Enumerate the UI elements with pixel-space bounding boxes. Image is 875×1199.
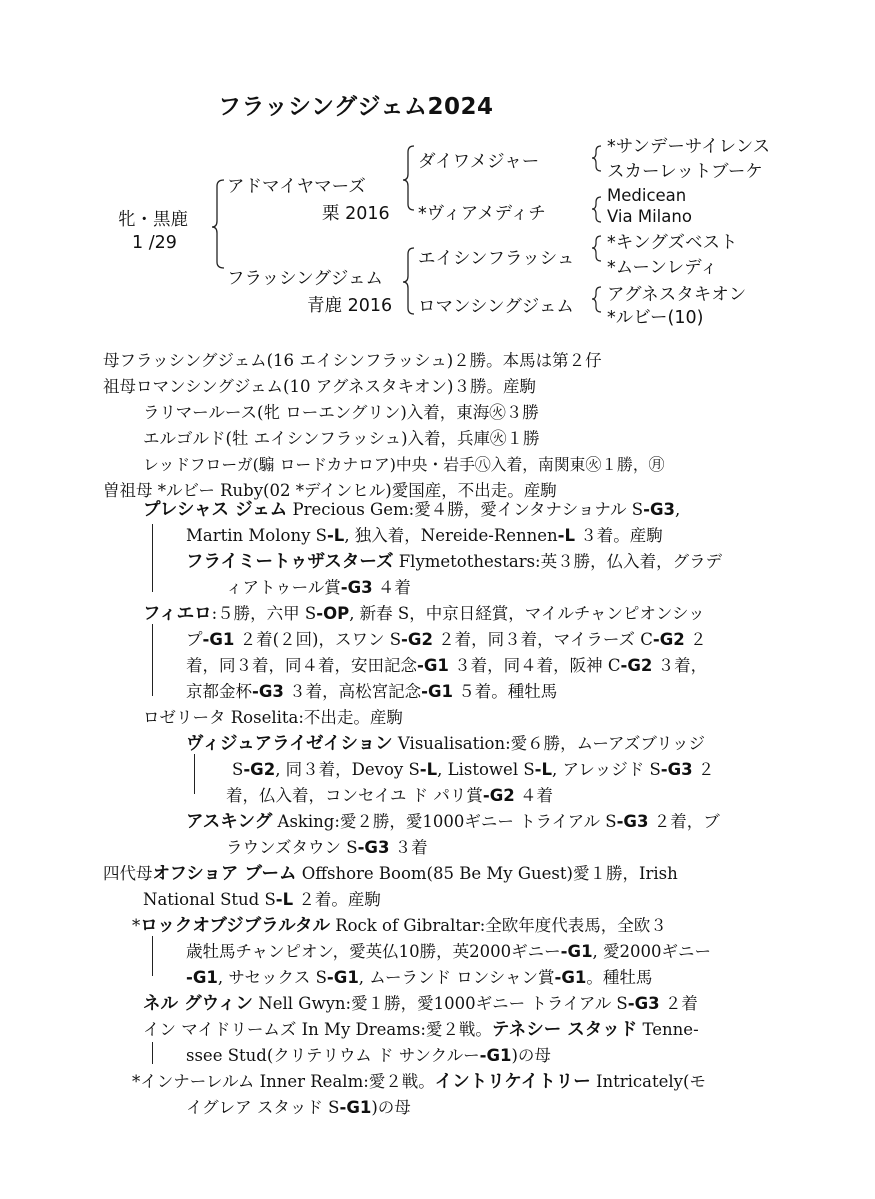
produce-line: ラリマールース(牝 ローエングリン)入着，東海㊋３勝 (143, 403, 539, 422)
sex-color: 牝・黒鹿 (118, 210, 188, 230)
ss-sire: *サンデーサイレンス (607, 137, 771, 157)
page-title: フラッシングジェム2024 (218, 94, 494, 120)
indent-bar (152, 936, 153, 976)
record-line: ssee Stud(クリテリウム ド サンクルー-G1)の母 (186, 1046, 551, 1065)
fierro-line: フィエロ:５勝，六甲 S-OP, 新春 S，中京日経賞，マイルチャンピオンシッ (143, 604, 705, 624)
dd-dam: *ルビー(10) (607, 308, 704, 328)
asking-line: アスキング Asking:愛２勝，愛1000ギニー トライアル S-G3 ２着，ブ (186, 812, 720, 832)
roselita-line: ロゼリータ Roselita:不出走。産駒 (143, 708, 403, 727)
horse-name: アスキング (186, 812, 273, 832)
birth-date: 1 /29 (132, 233, 177, 253)
sire-info: 栗 2016 (322, 204, 390, 224)
ds-sire: *キングズベスト (607, 233, 738, 253)
horse-name: イントリケイトリー (434, 1072, 591, 1092)
granddam-line: 祖母ロマンシングジェム(10 アグネスタキオン)３勝。産駒 (103, 377, 536, 396)
dam-sire: エイシンフラッシュ (418, 249, 575, 269)
great-granddam-line: 曽祖母 *ルビー Ruby(02 *デインヒル)愛国産，不出走。産駒 (103, 481, 557, 500)
rock-of-gibraltar-line: *ロックオブジブラルタル Rock of Gibraltar:全欧年度代表馬，全欧３ (132, 916, 667, 936)
horse-name: ロックオブジブラルタル (140, 916, 330, 936)
record-line: イグレア スタッド S-G1)の母 (186, 1098, 411, 1117)
produce-line: レッドフローガ(騸 ロードカナロア)中央・岩手㊇入着，南関東㊋１勝，㊊ (143, 455, 665, 474)
sire-sire: ダイワメジャー (418, 152, 540, 172)
fourth-dam-line: 四代母オフショア ブーム Offshore Boom(85 Be My Guest)愛１勝，Irish (103, 864, 678, 884)
sire-dam: *ヴィアメディチ (418, 204, 546, 224)
produce-line: エルゴルド(牡 エイシンフラッシュ)入着，兵庫㊋１勝 (143, 429, 540, 448)
sire-name: アドマイヤマーズ (227, 177, 366, 197)
record-line: ラウンズタウン S-G3 ３着 (226, 838, 428, 857)
record-line: プ-G1 ２着(２回)，スワン S-G2 ２着，同３着，マイラーズ C-G2 ２ (186, 630, 707, 649)
record-line: 京都金杯-G3 ３着，高松宮記念-G1 ５着。種牡馬 (186, 682, 558, 701)
horse-name: フライミートゥザスターズ (186, 552, 394, 572)
indent-bar (152, 524, 153, 592)
sd-dam: Via Milano (607, 207, 692, 226)
dam-info: 青鹿 2016 (307, 296, 393, 316)
record-line: 歳牡馬チャンピオン，愛英仏10勝，英2000ギニー-G1, 愛2000ギニー (186, 942, 712, 961)
dd-sire: アグネスタキオン (607, 285, 747, 305)
dam-name: フラッシングジェム (227, 269, 384, 289)
record-line: S-G2, 同３着，Devoy S-L, Listowel S-L, アレッジド S-G3 ２ (232, 760, 715, 779)
dam-dam: ロマンシングジェム (418, 297, 574, 317)
ss-dam: スカーレットブーケ (607, 162, 763, 182)
record-line: -G1, サセックス S-G1, ムーランド ロンシャン賞-G1。種牡馬 (186, 968, 653, 987)
dam-line: 母フラッシングジェム(16 エイシンフラッシュ)２勝。本馬は第２仔 (103, 351, 602, 370)
horse-name: ヴィジュアライゼイション (186, 734, 393, 754)
horse-name: テネシー スタッド (491, 1020, 638, 1040)
record-line: Martin Molony S-L, 独入着，Nereide-Rennen-L ３着。産駒 (186, 526, 663, 545)
record-line: ィアトゥール賞-G3 ４着 (226, 578, 411, 597)
ds-dam: *ムーンレディ (607, 258, 718, 278)
visualisation-line: ヴィジュアライゼイション Visualisation:愛６勝，ムーアズブリッジ (186, 734, 706, 754)
in-my-dreams-line: イン マイドリームズ In My Dreams:愛２戦。テネシー スタッド Tenne- (143, 1020, 699, 1040)
horse-name: ネル グウィン (143, 994, 254, 1014)
sd-sire: Medicean (607, 186, 687, 205)
horse-name: フィエロ (143, 604, 212, 624)
record-line: 着，同３着，同４着，安田記念-G1 ３着，同４着，阪神 C-G2 ３着， (186, 656, 708, 675)
indent-bar (152, 1042, 153, 1064)
record-line: 着，仏入着，コンセイユ ド パリ賞-G2 ４着 (226, 786, 553, 805)
nell-gwyn-line: ネル グウィン Nell Gwyn:愛１勝，愛1000ギニー トライアル S-G3 ２着 (143, 994, 698, 1014)
flymetothestars-line: フライミートゥザスターズ Flymetothestars:英３勝，仏入着，グラデ (186, 552, 723, 572)
inner-realm-line: *インナーレルム Inner Realm:愛２戦。イントリケイトリー Intricately(モ (132, 1072, 706, 1092)
precious-gem-line: プレシャス ジェム Precious Gem:愛４勝，愛インタナショナル S-G3, (143, 500, 681, 520)
record-line: National Stud S-L ２着。産駒 (143, 890, 381, 909)
indent-bar (194, 754, 195, 794)
horse-name: オフショア ブーム (152, 864, 297, 884)
horse-name: プレシャス ジェム (143, 500, 288, 520)
indent-bar (152, 624, 153, 696)
